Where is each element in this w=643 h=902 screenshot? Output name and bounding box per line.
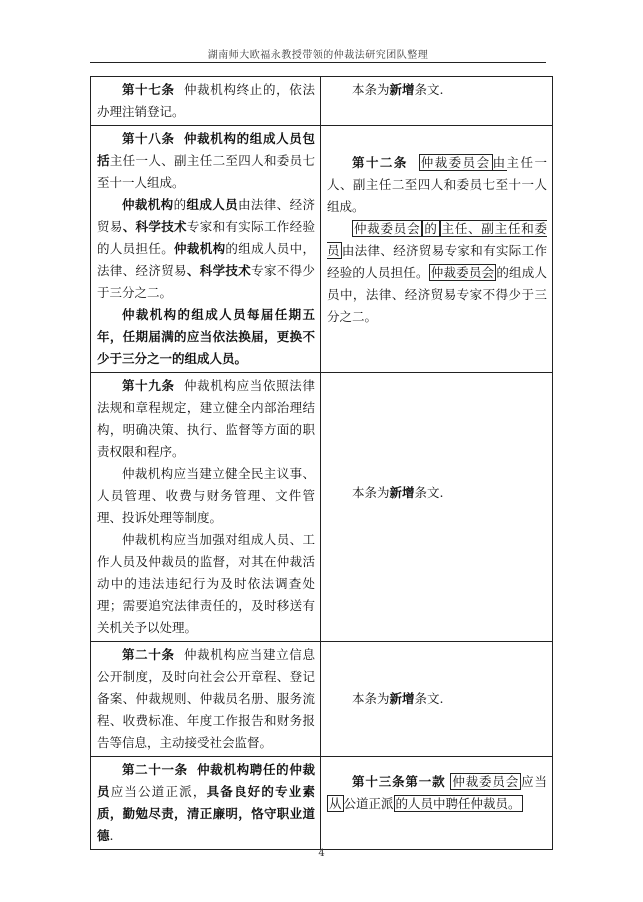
- page-number: 4: [318, 848, 325, 859]
- table-row: [91, 77, 553, 126]
- article-paragraph: 仲裁委员会 的 主任、副主任和委员 由法律、经济贸易专家和有实际工作经验的人员担任。 仲裁委员会 的组成人员中，法律、经济贸易专家不得少于三分之二。: [327, 221, 547, 324]
- running-header: 湖南师大欧福永教授带领的仲裁法研究团队整理: [207, 50, 429, 61]
- new-article-note: 本条为新增条文.: [352, 485, 444, 500]
- article-paragraph: 仲裁机构的组成人员每届任期五年，任期届满的应当依法换届，更换不少于三分之一的组成人员。: [97, 307, 315, 366]
- left-cell: [91, 642, 321, 757]
- article-paragraph: 第十三条第一款 仲裁委员会 应当从 公道正派 的人员中聘任仲裁员。: [329, 774, 547, 811]
- left-cell: [91, 126, 321, 373]
- new-article-note: 本条为新增条文.: [352, 691, 444, 706]
- article-paragraph: 第二十一条 仲裁机构聘任的仲裁员应当公道正派，具备良好的专业素质，勤勉尽责，清正廉明，恪守职业道德.: [97, 762, 315, 843]
- new-article-note: 本条为新增条文.: [352, 82, 444, 97]
- left-cell: [91, 757, 321, 850]
- table-row: [91, 373, 553, 642]
- left-cell: [91, 77, 321, 126]
- table-row: [91, 126, 553, 373]
- right-cell: [321, 757, 553, 850]
- comparison-table: [90, 76, 553, 850]
- table-row: [91, 757, 553, 850]
- article-paragraph: 第十七条 仲裁机构终止的，依法办理注销登记。: [97, 82, 315, 119]
- table-row: [91, 642, 553, 757]
- article-paragraph: 第十八条 仲裁机构的组成人员包括主任一人、副主任二至四人和委员七至十一人组成。: [97, 131, 315, 190]
- article-paragraph: 仲裁机构应当加强对组成人员、工作人员及仲裁员的监督，对其在仲裁活动中的违法违纪行为及时依法调查处理；需要追究法律责任的，及时移送有关机关予以处理。: [97, 532, 315, 635]
- right-cell: [321, 77, 553, 126]
- right-cell: [321, 126, 553, 373]
- left-cell: [91, 373, 321, 642]
- article-paragraph: 第二十条 仲裁机构应当建立信息公开制度，及时向社会公开章程、登记备案、仲裁规则、仲裁员名册、服务流程、收费标准、年度工作报告和财务报告等信息，主动接受社会监督。: [97, 647, 315, 750]
- article-paragraph: 仲裁机构的组成人员由法律、经济贸易、科学技术专家和有实际工作经验的人员担任。仲裁机构的组成人员中，法律、经济贸易、科学技术专家不得少于三分之二。: [97, 197, 315, 300]
- right-cell: [321, 373, 553, 642]
- article-paragraph: 第十九条 仲裁机构应当依照法律法规和章程规定，建立健全内部治理结构，明确决策、执行、监督等方面的职责权限和程序。: [97, 378, 315, 459]
- header-rule: [90, 62, 546, 63]
- right-cell: [321, 642, 553, 757]
- article-paragraph: 第十二条 仲裁委员会 由主任一人、副主任二至四人和委员七至十一人组成。: [327, 155, 547, 214]
- article-paragraph: 仲裁机构应当建立健全民主议事、人员管理、收费与财务管理、文件管理、投诉处理等制度。: [97, 466, 315, 525]
